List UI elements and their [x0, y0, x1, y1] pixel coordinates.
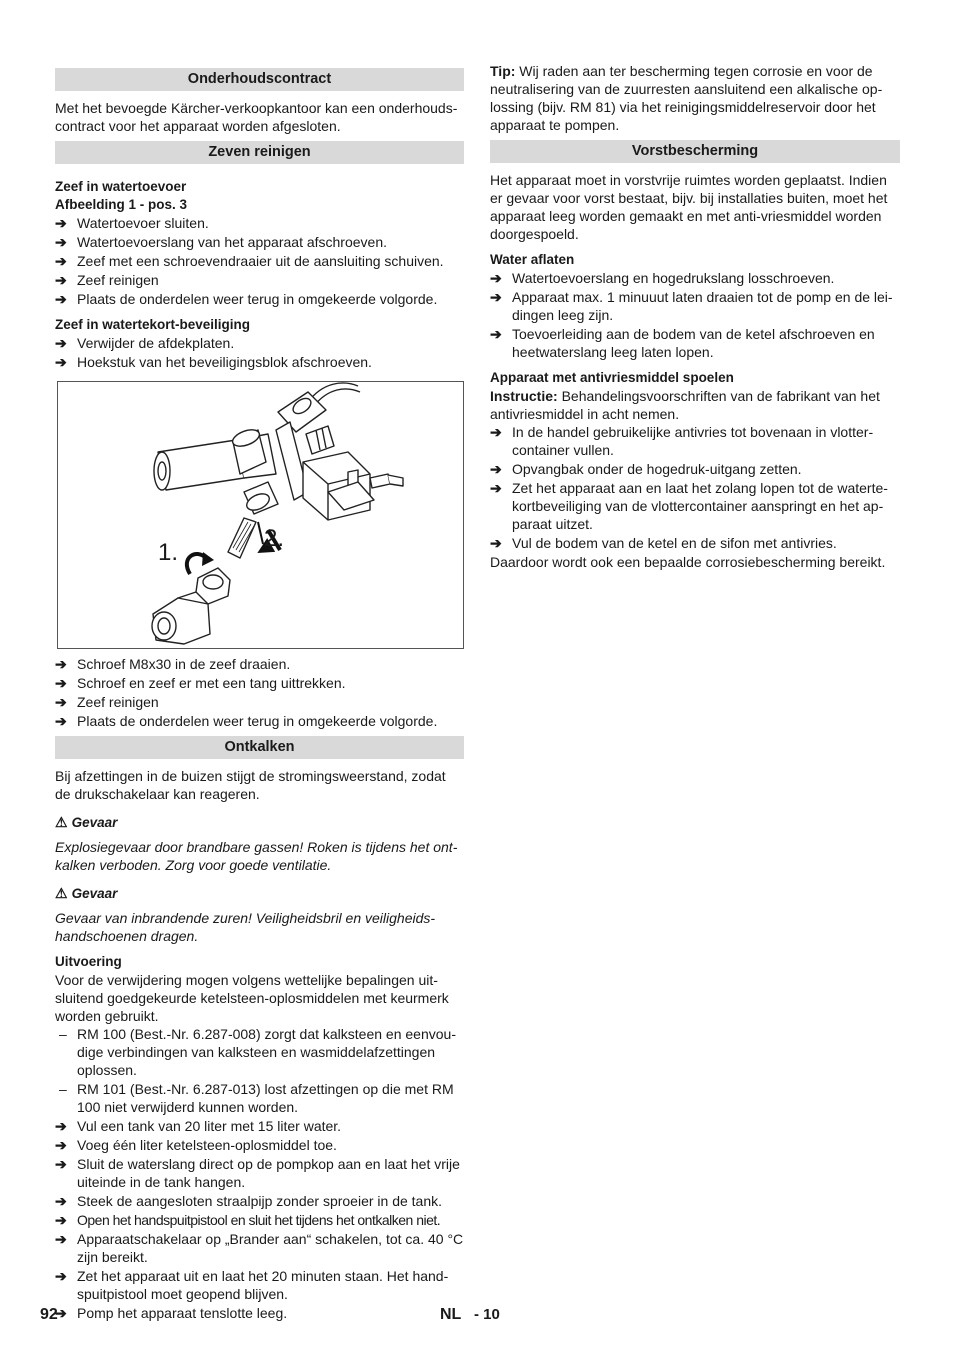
- arrow-right-icon: ➔: [55, 354, 67, 370]
- section-header-vorstbescherming: Vorstbescherming: [490, 140, 900, 163]
- list-item: ➔ Verwijder de afdekplaten.: [55, 335, 235, 351]
- arrow-right-icon: ➔: [55, 694, 67, 710]
- arrow-right-icon: ➔: [55, 1137, 67, 1153]
- list-item: ➔ Watertoevoerslang en hogedrukslang losschroeven.: [490, 270, 835, 286]
- list-item: ➔ Opvangbak onder de hogedruk-uitgang zetten.: [490, 461, 802, 477]
- warning-heading: ⚠ Gevaar: [55, 814, 118, 830]
- list-item: ➔ Voeg één liter ketelsteen-oplosmiddel toe.: [55, 1137, 337, 1153]
- arrow-right-icon: ➔: [490, 424, 502, 440]
- paragraph-onderhoudscontract: Met het bevoegde Kärcher-verkoopkantoor kan een onderhouds-contract voor het apparaat worden afgesloten.: [55, 100, 458, 134]
- list-item: – RM 100 (Best.-Nr. 6.287-008) zorgt dat kalksteen en eenvou-dige verbindingen van kalksteen en wasmiddelafzettingen oplossen.: [59, 1026, 456, 1078]
- paragraph-corrosiebescherming: Daardoor wordt ook een bepaalde corrosiebescherming bereikt.: [490, 554, 886, 570]
- paragraph-ontkalken: Bij afzettingen in de buizen stijgt de stromingsweerstand, zodat de drukschakelaar kan reageren.: [55, 768, 446, 802]
- section-header-zeven-reinigen: Zeven reinigen: [55, 141, 464, 164]
- arrow-right-icon: ➔: [55, 1305, 67, 1321]
- arrow-right-icon: ➔: [55, 675, 67, 691]
- section-header-ontkalken: Ontkalken: [55, 736, 464, 759]
- list-item: ➔ Sluit de waterslang direct op de pompkop aan en laat het vrije uiteinde in de tank hangen.: [55, 1156, 460, 1190]
- arrow-right-icon: ➔: [55, 234, 67, 250]
- list-item: ➔ Zet het apparaat aan en laat het zolang lopen tot de waterte-kortbeveiliging van de vlottercontainer aanspringt en het ap-paraat uitzet.: [490, 480, 888, 532]
- list-item: ➔ Toevoerleiding aan de bodem van de ketel afschroeven en heetwaterslang leeg laten lopen.: [490, 326, 875, 360]
- warning-text: Explosiegevaar door brandbare gassen! Roken is tijdens het ont-kalken verboden. Zorg voor goede ventilatie.: [55, 839, 458, 873]
- warning-triangle-icon: ⚠: [55, 814, 68, 830]
- section-header-onderhoudscontract: Onderhoudscontract: [55, 68, 464, 91]
- list-item: ➔ Vul de bodem van de ketel en de sifon met antivries.: [490, 535, 837, 551]
- list-item: ➔ Steek de aangesloten straalpijp zonder sproeier in de tank.: [55, 1193, 443, 1209]
- list-item: ➔ Schroef en zeef er met een tang uittrekken.: [55, 675, 346, 691]
- arrow-right-icon: ➔: [55, 656, 67, 672]
- subheading-zeef-watertoevoer: Zeef in watertoevoer: [55, 179, 187, 194]
- instructie-paragraph: Instructie: Behandelingsvoorschriften van de fabrikant van het antivriesmiddel in acht nemen.: [490, 388, 880, 422]
- arrow-right-icon: ➔: [55, 1268, 67, 1284]
- subheading-zeef-watertekort: Zeef in watertekort-beveiliging: [55, 317, 251, 332]
- arrow-right-icon: ➔: [55, 335, 67, 351]
- list-item: ➔ Vul een tank van 20 liter met 15 liter water.: [55, 1118, 342, 1134]
- arrow-right-icon: ➔: [55, 272, 67, 288]
- paragraph-uitvoering: Voor de verwijdering mogen volgens wettelijke bepalingen uit-sluitend goedgekeurde ketelsteen-oplosmiddelen met keurmerk worden gebruikt.: [55, 972, 449, 1024]
- paragraph-vorstbescherming: Het apparaat moet in vorstvrije ruimtes worden geplaatst. Indien er gevaar voor vorst bestaat, bijv. bij installaties buiten, moet het apparaat leeg worden gemaakt en met anti-vriesmiddel worden doorgespoeld.: [490, 172, 888, 242]
- arrow-right-icon: ➔: [55, 1231, 67, 1247]
- list-item: ➔ Schroef M8x30 in de zeef draaien.: [55, 656, 291, 672]
- list-item: ➔ Zeef reinigen: [55, 272, 159, 288]
- subheading-water-aflaten: Water aflaten: [490, 252, 575, 267]
- arrow-right-icon: ➔: [55, 215, 67, 231]
- warning-text: Gevaar van inbrandende zuren! Veiligheidsbril en veiligheids-handschoenen dragen.: [55, 910, 436, 944]
- step-list-ontkalken: [55, 1117, 464, 1322]
- step-list-zeef-watertekort: [55, 334, 464, 371]
- arrow-right-icon: ➔: [55, 253, 67, 269]
- list-item: ➔ Watertoevoerslang van het apparaat afschroeven.: [55, 234, 388, 250]
- arrow-right-icon: ➔: [490, 535, 502, 551]
- page-number: 92: [40, 1306, 58, 1323]
- arrow-right-icon: ➔: [55, 1156, 67, 1172]
- list-item: ➔ Plaats de onderdelen weer terug in omgekeerde volgorde.: [55, 713, 438, 729]
- dash-list-products: [55, 1025, 464, 1116]
- list-item: ➔ Pomp het apparaat tenslotte leeg.: [55, 1305, 288, 1321]
- arrow-right-icon: ➔: [490, 480, 502, 496]
- subheading-antivriesmiddel: Apparaat met antivriesmiddel spoelen: [490, 370, 734, 385]
- left-column: [55, 62, 464, 1323]
- arrow-right-icon: ➔: [490, 326, 502, 342]
- list-item: – RM 101 (Best.-Nr. 6.287-013) lost afzettingen op die met RM 100 niet verwijderd kunnen worden.: [59, 1081, 454, 1115]
- figure-label-1: 1.: [158, 539, 179, 566]
- figure-strainer-removal: [57, 381, 464, 649]
- arrow-right-icon: ➔: [490, 461, 502, 477]
- list-item: ➔ Apparaatschakelaar op „Brander aan“ schakelen, tot ca. 40 °C zijn bereikt.: [55, 1231, 464, 1265]
- figure-label-2: 2.: [264, 525, 285, 552]
- language-code: NL: [440, 1306, 462, 1323]
- tip-label: Tip:: [490, 63, 516, 79]
- step-list-water-aflaten: [490, 269, 900, 361]
- instructie-label: Instructie:: [490, 388, 558, 404]
- list-item: ➔ Watertoevoer sluiten.: [55, 215, 209, 231]
- arrow-right-icon: ➔: [55, 713, 67, 729]
- step-list-zeef-watertoevoer: [55, 214, 464, 308]
- sub-page-number: - 10: [474, 1306, 500, 1323]
- list-item: ➔ Zeef reinigen: [55, 694, 159, 710]
- list-item: ➔ Plaats de onderdelen weer terug in omgekeerde volgorde.: [55, 291, 438, 307]
- subheading-uitvoering: Uitvoering: [55, 954, 122, 969]
- list-item: ➔ Apparaat max. 1 minuuut laten draaien tot de pomp en de lei-dingen leeg zijn.: [490, 289, 893, 323]
- warning-triangle-icon: ⚠: [55, 885, 68, 901]
- warning-heading: ⚠ Gevaar: [55, 885, 118, 901]
- arrow-right-icon: ➔: [55, 291, 67, 307]
- step-list-antivries: [490, 423, 900, 552]
- right-column: [490, 62, 900, 571]
- list-item: ➔ In de handel gebruikelijke antivries tot bovenaan in vlotter-container vullen.: [490, 424, 874, 458]
- arrow-right-icon: ➔: [55, 1193, 67, 1209]
- step-list-zeef-uittrekken: [55, 655, 464, 730]
- arrow-right-icon: ➔: [55, 1118, 67, 1134]
- list-item: ➔ Open het handspuitpistool en sluit het tijdens het ontkalken niet.: [55, 1212, 441, 1228]
- list-item: ➔ Zet het apparaat uit en laat het 20 minuten staan. Het hand-spuitpistool moet geopend blijven.: [55, 1268, 449, 1302]
- strainer-illustration: [58, 382, 463, 648]
- list-item: ➔ Hoekstuk van het beveiligingsblok afschroeven.: [55, 354, 372, 370]
- tip-paragraph: Tip: Wij raden aan ter bescherming tegen corrosie en voor de neutralisering van de zuurresten aansluitend een alkalische op-lossing (bijv. RM 81) via het reinigingsmiddelreservoir door het apparaat te pompen.: [490, 63, 883, 133]
- arrow-right-icon: ➔: [490, 270, 502, 286]
- list-item: ➔ Zeef met een schroevendraaier uit de aansluiting schuiven.: [55, 253, 444, 269]
- arrow-right-icon: ➔: [55, 1212, 67, 1228]
- arrow-right-icon: ➔: [490, 289, 502, 305]
- subheading-afbeelding: Afbeelding 1 - pos. 3: [55, 197, 188, 212]
